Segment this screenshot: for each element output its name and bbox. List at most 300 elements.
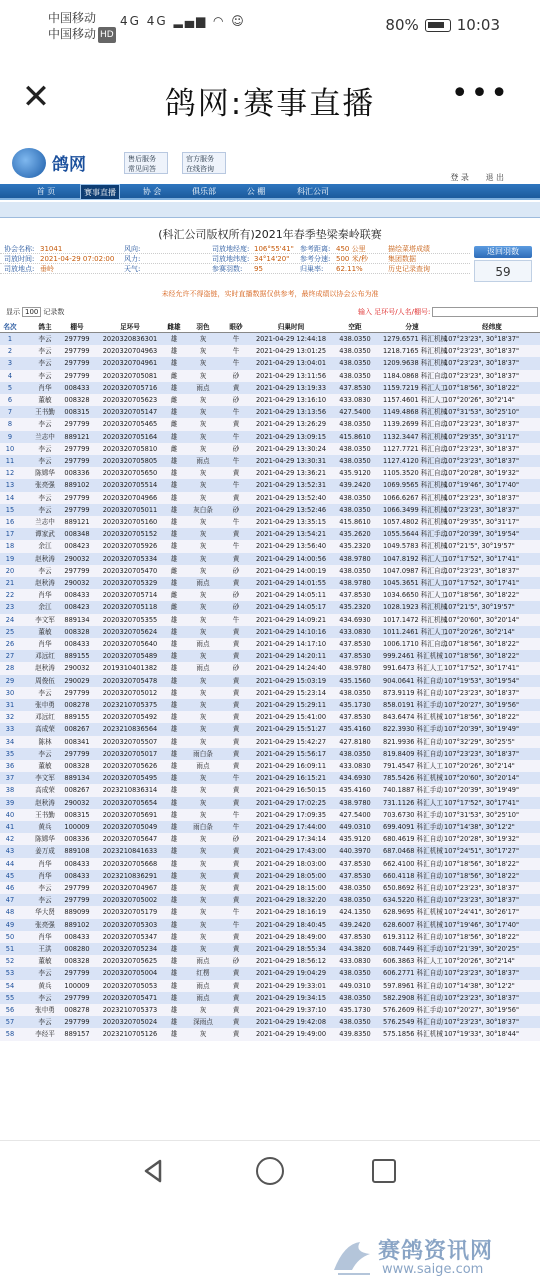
table-cell: 107°31'53", 30°25'10" (444, 408, 520, 417)
table-row[interactable] (0, 455, 540, 467)
table-cell: 427.5400 (339, 408, 371, 417)
table-cell: 27 (5, 652, 15, 661)
system-nav-bar (0, 1140, 540, 1200)
table-cell: 2020320705805 (102, 457, 158, 465)
table-cell: 2020320705640 (102, 640, 158, 648)
table-cell: 赵秋涛 (35, 664, 55, 673)
table-cell: 砂 (232, 396, 240, 404)
table-cell: 785.5426 科汇机械 (383, 774, 443, 783)
table-cell: 435.9120 (339, 835, 371, 844)
table-cell: 680.4619 科汇自动 (383, 835, 443, 844)
race-title: (科汇公司版权所有)2021年春季垫梁秦岭联赛 (158, 228, 382, 241)
table-cell: 雄 (170, 1006, 178, 1014)
table-cell: 雄 (170, 957, 178, 966)
table-cell: 107°23'23", 30°18'37" (444, 444, 520, 453)
table-cell: 2020320705012 (102, 688, 158, 697)
table-cell: 黄 (232, 1030, 240, 1039)
table-cell: 牛 (232, 774, 240, 783)
table-cell: 灰 (199, 701, 207, 709)
table-cell: 107°32'29", 30°25'5" (444, 737, 515, 746)
table-cell: 李云 (38, 993, 52, 1002)
table-cell: 余江 (38, 603, 52, 612)
table-cell: 889102 (64, 920, 90, 929)
table-cell: 2021-04-29 18:49:00 (255, 932, 327, 941)
table-cell: 2021-04-29 17:43:00 (255, 847, 327, 856)
home-icon[interactable] (256, 1157, 284, 1185)
table-cell: 2021-04-29 16:09:11 (255, 762, 327, 770)
table-cell: 4 (7, 371, 13, 380)
table-cell: 雄 (170, 981, 178, 990)
table-cell: 608.7449 科汇手动 (383, 945, 443, 953)
table-cell: 438.9780 (339, 798, 371, 807)
table-cell: 雄 (170, 713, 178, 722)
table-row[interactable] (0, 467, 540, 479)
table-cell: 灰 (199, 542, 207, 551)
table-cell: 雌 (170, 603, 178, 612)
table-row[interactable] (0, 516, 540, 528)
table-cell: 107°20'27", 30°19'56" (444, 1006, 520, 1014)
table-cell: 2020320705691 (102, 810, 158, 819)
table-cell: 雄 (170, 469, 178, 478)
table-cell: 雄 (170, 774, 178, 783)
table-cell: 雨点 (196, 981, 210, 990)
table-row[interactable] (0, 882, 540, 894)
carrier-1: 中国移动 (48, 11, 97, 25)
table-cell: 2021-04-29 19:34:15 (255, 993, 327, 1002)
table-row[interactable] (0, 662, 540, 674)
table-cell: 107°29'35", 30°31'17" (444, 518, 520, 526)
table-cell: 雄 (170, 786, 178, 795)
table-cell: 砂 (232, 371, 240, 380)
link-group-data[interactable]: 集团数据 (388, 255, 416, 263)
table-cell: 牛 (232, 347, 240, 356)
table-cell: 2020320705470 (102, 566, 158, 575)
logo-icon (12, 148, 46, 178)
link-results[interactable]: 描绘菜塔成绩 (388, 245, 430, 253)
web-content (0, 144, 540, 1277)
nav-live[interactable]: 赛事直播 (80, 184, 120, 200)
table-cell: 107°29'35", 30°31'17" (444, 432, 520, 441)
table-cell: 008315 (64, 810, 90, 819)
table-row[interactable] (0, 833, 540, 845)
table-row[interactable] (0, 553, 540, 565)
table-row[interactable] (0, 943, 540, 955)
return-counter (474, 246, 532, 282)
table-row[interactable] (0, 967, 540, 979)
table-cell: 440.3970 (339, 847, 371, 856)
table-cell: 灰 (199, 713, 207, 722)
table-cell: 438.0350 (339, 371, 371, 380)
more-icon[interactable]: ••• (450, 76, 510, 111)
table-row[interactable] (0, 540, 540, 552)
nav-club[interactable]: 俱乐部 (192, 187, 216, 196)
table-cell: 50 (5, 932, 15, 941)
table-cell: 008433 (64, 383, 90, 392)
table-row[interactable] (0, 906, 540, 918)
table-cell: 597.8961 科汇自动 (383, 981, 443, 990)
table-cell: 2021-04-29 14:20:11 (255, 652, 327, 661)
table-cell: 904.0641 科汇自动 (383, 676, 443, 685)
page-size-select[interactable]: 100 (22, 307, 41, 317)
table-cell: 雨点 (196, 993, 210, 1002)
table-cell: 51 (5, 945, 15, 953)
table-row[interactable] (0, 528, 540, 540)
table-cell: 25 (5, 627, 15, 636)
table-cell: 438.0350 (339, 969, 371, 978)
table-row[interactable] (0, 626, 540, 638)
table-cell: 843.6474 科汇机械 (383, 713, 443, 722)
table-row[interactable] (0, 492, 540, 504)
table-cell: 2020320705465 (102, 420, 158, 429)
table-cell: 297799 (64, 335, 90, 343)
table-row[interactable] (0, 748, 540, 760)
table-cell: 437.8530 (339, 640, 371, 648)
table-cell: 灰 (199, 847, 207, 856)
table-cell: 660.4118 科汇自动 (383, 871, 443, 880)
table-cell: 297799 (64, 457, 90, 465)
carrier-info (48, 10, 116, 43)
table-cell: 437.8530 (339, 859, 371, 868)
table-cell: 008267 (64, 786, 90, 795)
table-row[interactable] (0, 858, 540, 870)
table-cell: 牛 (232, 518, 240, 526)
table-cell: 107°19'46", 30°17'40" (444, 481, 520, 490)
table-cell: 肖华 (38, 383, 52, 392)
table-cell: 李云 (38, 1018, 52, 1027)
table-cell: 2020320705492 (102, 713, 158, 722)
table-cell: 107°20'26", 30°2'14" (444, 762, 515, 770)
table-cell: 1139.2699 科汇自动 (383, 420, 448, 429)
table-cell: 灰 (199, 432, 207, 441)
table-cell: 雨白条 (193, 749, 213, 758)
table-row[interactable] (0, 565, 540, 577)
table-cell: 2021-04-29 17:34:14 (255, 835, 327, 844)
table-cell: 438.0350 (339, 1018, 371, 1027)
table-row[interactable] (0, 418, 540, 430)
table-header: 名次 鸽主 棚号 足环号 雌雄 羽色 眼砂 归巢时间 空距 分速 经纬度 (0, 321, 540, 333)
nav-company[interactable]: 科汇公司 (297, 187, 329, 196)
table-cell: 107°20'27", 30°19'56" (444, 701, 520, 709)
table-cell: 297799 (64, 969, 90, 978)
table-cell: 黄 (232, 859, 240, 868)
table-cell: 2021-04-29 15:23:14 (255, 688, 327, 697)
table-cell: 297799 (64, 993, 90, 1002)
table-cell: 17 (5, 530, 15, 539)
table-cell: 黄 (232, 627, 240, 636)
table-cell: 李云 (38, 493, 52, 502)
table-cell: 2020320705147 (102, 408, 158, 417)
table-cell: 433.0830 (339, 957, 371, 966)
table-cell: 雌 (170, 444, 178, 453)
table-cell: 黄 (232, 969, 240, 978)
table-cell: 2019310401382 (102, 664, 158, 673)
nav-loft[interactable]: 公 棚 (246, 187, 266, 196)
table-cell: 434.6930 (339, 615, 371, 624)
table-row[interactable] (0, 845, 540, 857)
table-row[interactable] (0, 760, 540, 772)
table-cell: 灰 (199, 932, 207, 941)
table-cell: 2021-04-29 15:29:11 (255, 701, 327, 709)
table-cell: 39 (5, 798, 15, 807)
table-cell: 黄 (232, 493, 240, 502)
table-cell: 107°23'23", 30°18'37" (444, 993, 520, 1002)
table-cell: 107°17'52", 30°17'41" (444, 664, 520, 673)
table-cell: 12 (5, 469, 15, 478)
table-cell: 2021-04-29 14:05:11 (255, 591, 327, 600)
table-row[interactable] (0, 723, 540, 735)
app-bar (0, 52, 540, 144)
table-cell: 1034.6650 科汇人工 (383, 591, 448, 600)
table-row[interactable] (0, 601, 540, 613)
table-row[interactable] (0, 589, 540, 601)
site-logo-text: 鸽网 (52, 155, 86, 175)
table-row[interactable] (0, 992, 540, 1004)
table-cell: 砂 (232, 591, 240, 600)
table-cell: 灰 (199, 774, 207, 783)
table-cell: 王洪 (38, 945, 52, 953)
clock: 10:03 (456, 16, 500, 34)
table-row[interactable] (0, 699, 540, 711)
watermark (330, 1232, 540, 1286)
table-row[interactable] (0, 675, 540, 687)
table-cell: 438.0350 (339, 420, 371, 429)
table-cell: 2021-04-29 19:49:00 (255, 1030, 327, 1039)
table-cell: 2021-04-29 15:03:19 (255, 676, 327, 685)
service-button-online[interactable]: 官方服务 在线咨询 (182, 152, 226, 174)
table-cell: 2021-04-29 13:30:31 (255, 457, 327, 465)
table-cell: 灰白条 (193, 505, 213, 514)
search-input[interactable] (432, 307, 538, 317)
table-row[interactable] (0, 955, 540, 967)
table-cell: 008315 (64, 408, 90, 417)
table-cell: 1017.1472 科汇机械 (383, 615, 448, 624)
table-row[interactable] (0, 638, 540, 650)
table-cell: 2021-04-29 19:33:01 (255, 981, 327, 990)
table-cell: 2021-04-29 14:00:56 (255, 554, 327, 563)
table-cell: 黄 (232, 884, 240, 892)
table-cell: 1127.7721 科汇自动 (383, 444, 448, 453)
table-cell: 107°31'53", 30°25'10" (444, 810, 520, 819)
table-cell: 董敏 (38, 627, 52, 636)
table-cell: 雄 (170, 627, 178, 636)
table-cell: 黄 (232, 530, 240, 539)
table-cell: 435.2320 (339, 603, 371, 612)
table-row[interactable] (0, 394, 540, 406)
table-cell: 6 (7, 396, 13, 404)
table-cell: 297799 (64, 1018, 90, 1027)
table-cell: 290032 (64, 664, 90, 673)
search-label: 输入 足环号/人名/棚号: (358, 308, 431, 316)
table-row[interactable] (0, 1028, 540, 1040)
table-row[interactable] (0, 577, 540, 589)
table-cell: 牛 (232, 457, 240, 465)
table-cell: 1047.0987 科汇自动 (383, 566, 448, 575)
table-row[interactable] (0, 772, 540, 784)
recent-apps-icon[interactable] (372, 1159, 396, 1183)
table-cell: 李云 (38, 457, 52, 465)
table-cell: 雌 (170, 371, 178, 380)
table-cell: 张申勇 (35, 1006, 55, 1014)
table-row[interactable] (0, 1004, 540, 1016)
table-row[interactable] (0, 479, 540, 491)
table-cell: 107°23'23", 30°18'37" (444, 505, 520, 514)
table-cell: 435.1730 (339, 1006, 371, 1014)
table-cell: 999.2461 科汇机械 (383, 652, 443, 661)
table-cell: 黄 (232, 383, 240, 392)
logout-link[interactable]: 退 出 (485, 173, 504, 182)
table-cell: 634.5220 科汇自动 (383, 896, 443, 905)
table-row[interactable] (0, 784, 540, 796)
link-history[interactable]: 历史记录查询 (388, 265, 430, 273)
table-row[interactable] (0, 870, 540, 882)
table-row[interactable] (0, 382, 540, 394)
table-row[interactable] (0, 894, 540, 906)
network-type: 4G 4G (120, 14, 168, 28)
bird-icon (330, 1234, 376, 1280)
table-row[interactable] (0, 614, 540, 626)
table-row[interactable] (0, 711, 540, 723)
table-cell: 435.2620 (339, 530, 371, 539)
table-cell: 107°23'23", 30°18'37" (444, 969, 520, 978)
table-cell: 290032 (64, 579, 90, 587)
table-cell: 662.4100 科汇自动 (383, 859, 443, 868)
table-cell: 雄 (170, 542, 178, 551)
table-cell: 7 (7, 408, 13, 417)
table-cell: 107°20'39", 30°19'49" (444, 725, 520, 734)
table-cell: 1184.0868 科汇自动 (383, 371, 448, 380)
nav-association[interactable]: 协 会 (142, 187, 162, 196)
table-cell: 1057.4802 科汇机械 (383, 518, 448, 526)
table-cell: 44 (5, 859, 15, 868)
table-cell: 灰 (199, 884, 207, 892)
entered-count: 95 (254, 265, 263, 273)
table-cell: 雄 (170, 798, 178, 807)
table-cell: 砂 (232, 444, 240, 453)
table-cell: 1 (7, 335, 13, 343)
table-cell: 2021-04-29 13:56:40 (255, 542, 327, 551)
table-cell: 107°17'52", 30°17'41" (444, 798, 520, 807)
table-row[interactable] (0, 370, 540, 382)
table-cell: 2020320705329 (102, 579, 158, 587)
main-nav (0, 184, 540, 200)
table-row[interactable] (0, 809, 540, 821)
table-cell: 张亮强 (35, 481, 55, 490)
table-row[interactable] (0, 345, 540, 357)
table-cell: 李云 (38, 505, 52, 514)
table-cell: 陈嫦华 (35, 469, 55, 478)
table-row[interactable] (0, 443, 540, 455)
close-icon[interactable]: ✕ (21, 77, 51, 117)
table-row[interactable] (0, 406, 540, 418)
table-cell: 437.8530 (339, 713, 371, 722)
table-row[interactable] (0, 980, 540, 992)
table-cell: 砂 (232, 603, 240, 612)
table-cell: 2020320705053 (102, 981, 158, 990)
table-cell: 雨点 (196, 457, 210, 465)
table-cell: 107°18'56", 30°18'22" (444, 871, 520, 880)
table-cell: 008433 (64, 859, 90, 868)
table-cell: 9 (7, 432, 13, 441)
table-cell: 1209.9638 科汇机械 (383, 359, 448, 368)
table-cell: 灰 (199, 786, 207, 795)
table-row[interactable] (0, 650, 540, 662)
table-cell: 灰 (199, 371, 207, 380)
table-cell: 1149.4868 科汇机械 (383, 408, 448, 417)
table-cell: 2020320704961 (102, 359, 158, 368)
table-cell: 灰 (199, 591, 207, 600)
table-cell: 11 (5, 457, 15, 465)
table-row[interactable] (0, 821, 540, 833)
table-row[interactable] (0, 1016, 540, 1028)
table-cell: 肖华 (38, 932, 52, 941)
table-cell: 107°18'56", 30°18'22" (444, 383, 520, 392)
table-cell: 砂 (232, 664, 240, 673)
table-row[interactable] (0, 333, 540, 345)
table-cell: 107°23'23", 30°18'37" (444, 347, 520, 356)
table-cell: 55 (5, 993, 15, 1002)
table-cell: 435.4160 (339, 786, 371, 795)
table-cell: 32 (5, 713, 15, 722)
table-cell: 822.3930 科汇手动 (383, 725, 443, 734)
table-cell: 李云 (38, 969, 52, 978)
table-row[interactable] (0, 797, 540, 809)
table-cell: 1279.6571 科汇机械 (383, 335, 448, 343)
table-cell: 889155 (64, 652, 90, 661)
table-cell: 李云 (38, 688, 52, 697)
table-row[interactable] (0, 919, 540, 931)
table-cell: 2020320705623 (102, 396, 158, 404)
table-cell: 889102 (64, 481, 90, 490)
table-row[interactable] (0, 357, 540, 369)
table-cell: 2023210705375 (102, 701, 158, 709)
table-cell: 2021-04-29 13:52:31 (255, 481, 327, 490)
table-row[interactable] (0, 504, 540, 516)
table-cell: 107°19'53", 30°19'54" (444, 676, 520, 685)
table-row[interactable] (0, 431, 540, 443)
table-cell: 107°14'38", 30°12'2" (444, 823, 515, 831)
service-button-faq[interactable]: 售后服务 常见问答 (124, 152, 168, 174)
table-cell: 2020320836301 (102, 335, 158, 343)
table-cell: 黄 (232, 469, 240, 478)
table-cell: 雄 (170, 579, 178, 587)
table-cell: 107°23'23", 30°18'37" (444, 896, 520, 905)
table-cell: 107°18'56", 30°18'22" (444, 640, 520, 648)
release-lat: 34°14'20" (254, 255, 290, 263)
table-cell: 53 (5, 969, 15, 978)
nav-home[interactable]: 首 页 (36, 187, 56, 196)
table-cell: 2020320705478 (102, 676, 158, 685)
table-cell: 18 (5, 542, 15, 551)
table-cell: 雄 (170, 896, 178, 905)
table-cell: 灰 (199, 359, 207, 368)
table-cell: 2020320705647 (102, 835, 158, 844)
table-cell: 雄 (170, 640, 178, 648)
table-cell: 699.4091 科汇手动 (383, 823, 443, 831)
table-cell: 107°21'5", 30°19'57" (444, 603, 515, 612)
table-row[interactable] (0, 687, 540, 699)
table-cell: 439.8350 (339, 1030, 371, 1039)
table-row[interactable] (0, 736, 540, 748)
table-cell: 107°20'39", 30°19'54" (444, 530, 520, 539)
table-cell: 107°24'41", 30°26'17" (444, 908, 520, 917)
login-link[interactable]: 登 录 (450, 173, 469, 182)
table-row[interactable] (0, 931, 540, 943)
table-cell: 889134 (64, 615, 90, 624)
table-cell: 灰 (199, 603, 207, 612)
status-right (385, 16, 500, 34)
back-icon[interactable] (140, 1157, 168, 1185)
table-cell: 008267 (64, 725, 90, 734)
